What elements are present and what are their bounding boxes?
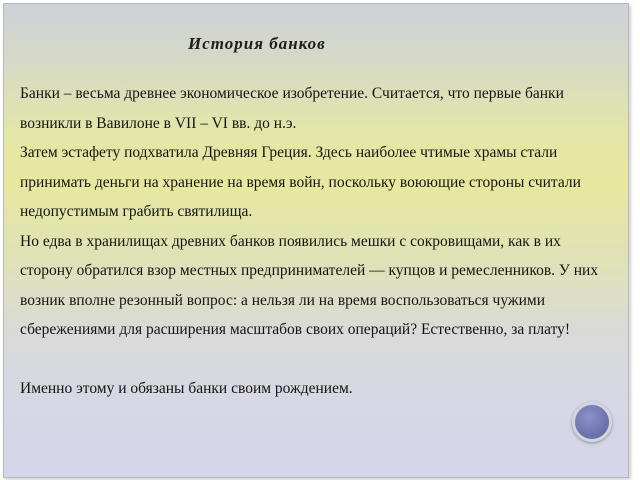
paragraph-2: Затем эстафету подхватила Древняя Греция. Здесь наиболее чтимые храмы стали принимать деньги на хранение на время войн, поскольку воюющие стороны считали недопустимым грабить святилища. xyxy=(20,144,581,220)
slide-body xyxy=(20,79,600,404)
paragraph-3: Но едва в хранилищах древних банков появились мешки с сокровищами, как в их сторону обратился взор местных предпринимателей — купцов и ремесленников. У них возник вполне резонный вопрос: а нельзя ли на время воспользоваться чужими сбережениями для расширения масштабов своих операций? Естественно, за плату! xyxy=(20,232,599,338)
slide-panel xyxy=(3,3,629,478)
paragraph-spacer xyxy=(20,345,600,375)
circle-nav-button-icon[interactable] xyxy=(572,402,612,442)
slide-title: История банков xyxy=(188,34,326,53)
paragraph-4: Именно этому и обязаны банки своим рождением. xyxy=(20,380,353,397)
paragraph-1: Банки – весьма древнее экономическое изобретение. Считается, что первые банки возникли в Вавилоне в VII – VI вв. до н.э. xyxy=(20,85,564,132)
